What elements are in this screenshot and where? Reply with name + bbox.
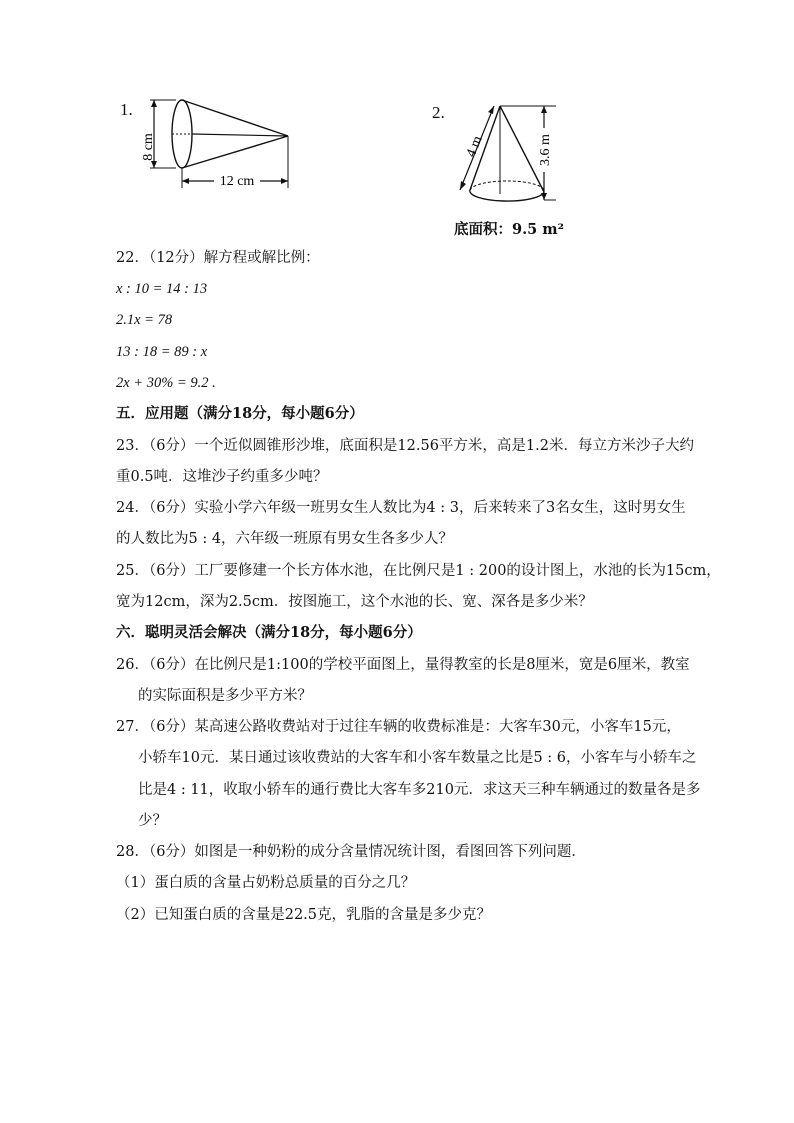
q26-line-2: 的实际面积是多少平方米？ <box>138 688 312 704</box>
figure-1-height-label: 8 cm <box>141 133 156 161</box>
q22-equation-3: 13 : 18 = 89 : x <box>116 344 208 360</box>
section-6-title: 六．聪明灵活会解决（满分18分，每小题6分） <box>116 624 422 641</box>
q28-sub-2: （2）已知蛋白质的含量是22.5克，乳脂的含量是多少克？ <box>116 907 492 923</box>
q27-line-1: 27．（6分）某高速公路收费站对于过往车辆的收费标准是：大客车30元，小客车15元， <box>116 719 681 735</box>
figure-1-number: 1. <box>120 100 133 119</box>
figure-1-length-label: 12 cm <box>219 174 255 189</box>
q22-equation-4: 2x + 30% = 9.2 . <box>116 375 216 391</box>
q27-line-2: 小轿车10元．某日通过该收费站的大客车和小客车数量之比是5 : 6，小客车与小轿车之 <box>138 750 697 766</box>
q27-line-4: 少？ <box>138 813 167 829</box>
q23-line-2: 重0.5吨．这堆沙子约重多少吨？ <box>116 469 328 485</box>
figure-2-cone <box>448 98 578 218</box>
q25-line-2: 宽为12cm，深为2.5cm．按图施工，这个水池的长、宽、深各是多少米？ <box>116 594 593 610</box>
q22-title: 22．（12分）解方程或解比例： <box>116 250 320 266</box>
figure-2-slant-label: 4 m <box>463 133 486 160</box>
q25-line-1: 25．（6分）工厂要修建一个长方体水池，在比例尺是1 : 200的设计图上，水池的长为15cm， <box>116 563 721 579</box>
q28-sub-1: （1）蛋白质的含量占奶粉总质量的百分之几？ <box>116 875 416 891</box>
section-5-title: 五．应用题（满分18分，每小题6分） <box>116 405 364 422</box>
q24-line-2: 的人数比为5 : 4，六年级一班原有男女生各多少人？ <box>116 531 454 547</box>
q24-line-1: 24．（6分）实验小学六年级一班男女生人数比为4 : 3，后来转来了3名女生，这时男女生 <box>116 500 686 516</box>
q26-line-1: 26．（6分）在比例尺是1:100的学校平面图上，量得教室的长是8厘米，宽是6厘米，教室 <box>116 657 690 673</box>
figure-2-number: 2. <box>432 103 445 122</box>
q22-equation-1: x : 10 = 14 : 13 <box>116 281 208 297</box>
q22-equation-2: 2.1x = 78 <box>116 312 173 328</box>
figure-1-cylinder-cone <box>140 92 300 192</box>
q23-line-1: 23．（6分）一个近似圆锥形沙堆，底面积是12.56平方米，高是1.2米．每立方米沙子大约 <box>116 438 694 454</box>
q27-line-3: 比是4 : 11，收取小轿车的通行费比大客车多210元．求这天三种车辆通过的数量各是多 <box>138 782 701 798</box>
q28-line-1: 28．（6分）如图是一种奶粉的成分含量情况统计图，看图回答下列问题． <box>116 844 586 860</box>
figure-2-height-label: 3.6 m <box>538 134 553 166</box>
figure-2-caption: 底面积：9.5 m² <box>454 221 564 238</box>
